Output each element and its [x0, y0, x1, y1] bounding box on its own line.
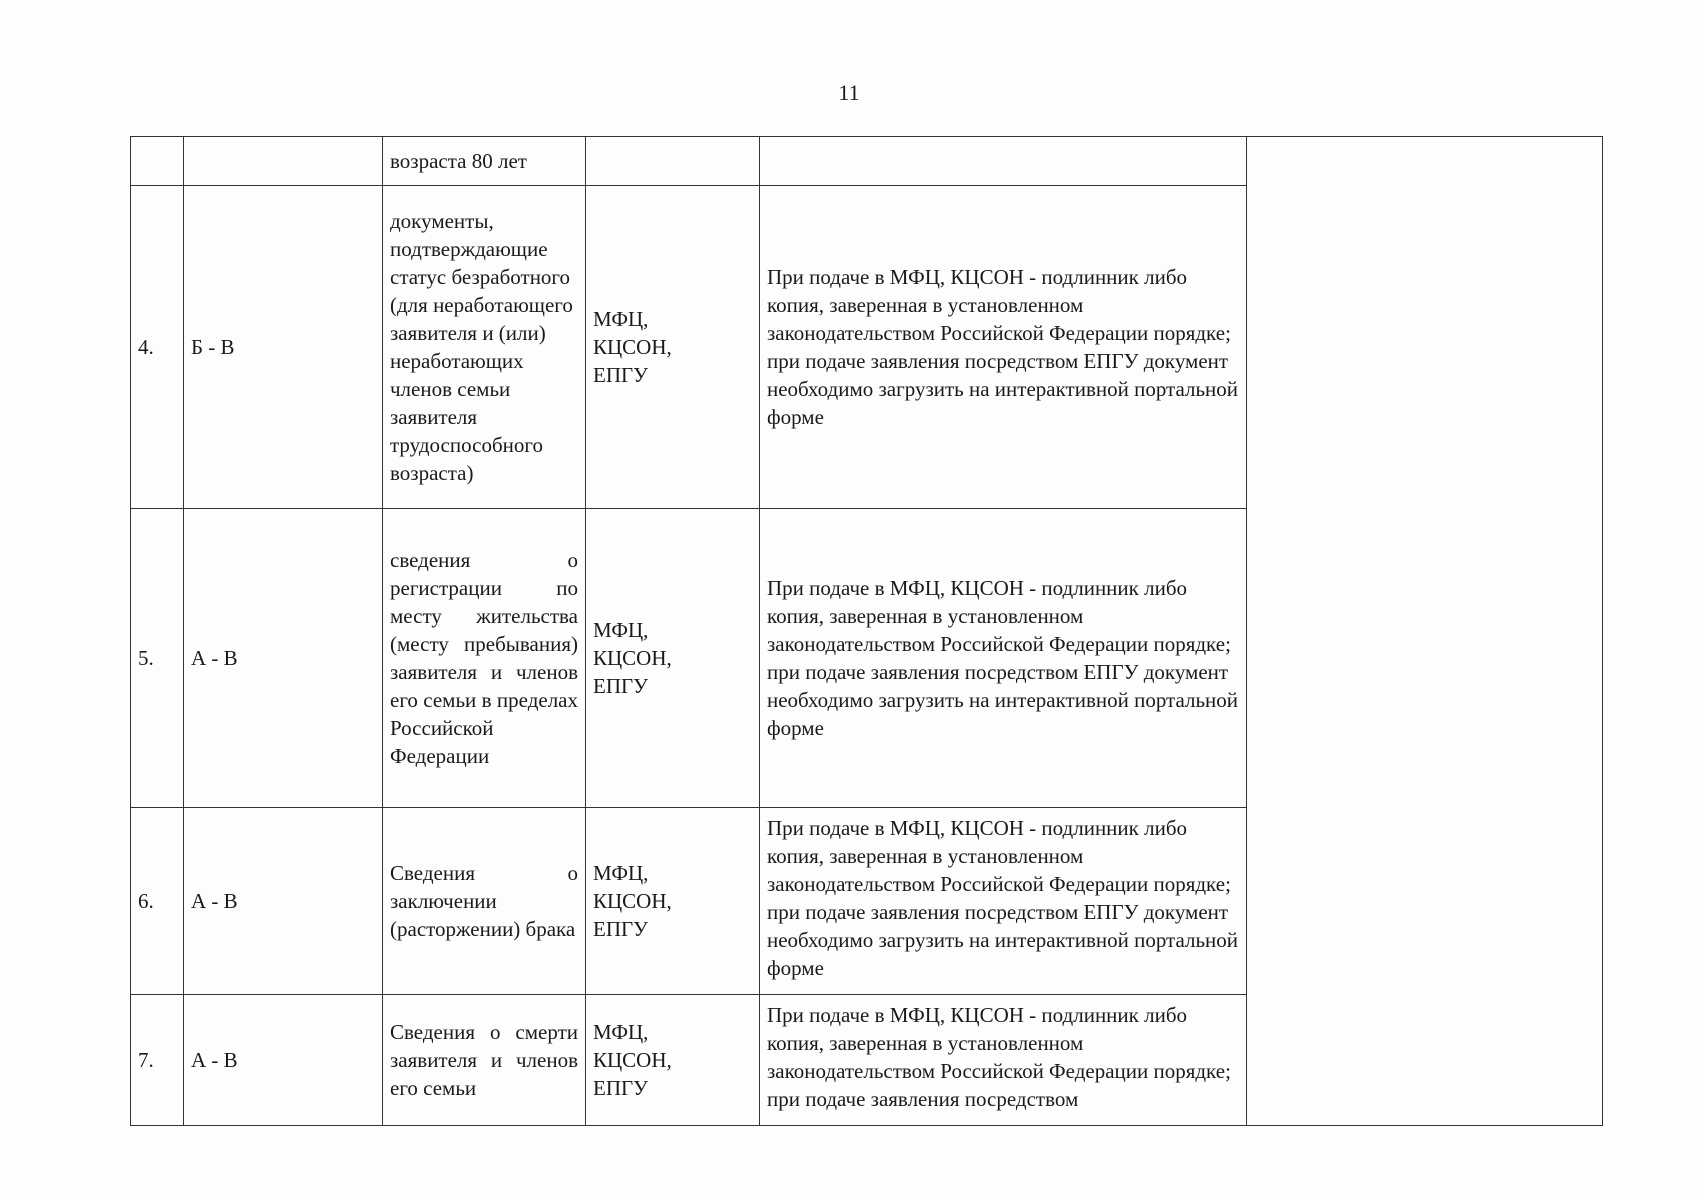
note-cell: При подаче в МФЦ, КЦСОН - подлинник либо копия, заверенная в установленном законодательством Российской Федерации порядке; при подаче заявления посредством ЕПГУ документ необходимо загрузить на интерактивной портальной форме — [760, 808, 1247, 995]
row-number-cell: 7. — [131, 995, 184, 1126]
category-cell: А - В — [184, 509, 383, 808]
page-number: 11 — [838, 80, 860, 105]
document-cell: документы, подтверждающие статус безработного (для неработающего заявителя и (или) неработающих членов семьи заявителя трудоспособного возраста) — [383, 186, 586, 509]
category-cell: Б - В — [184, 186, 383, 509]
document-cell: возраста 80 лет — [383, 137, 586, 186]
note-cell: При подаче в МФЦ, КЦСОН - подлинник либо копия, заверенная в установленном законодательством Российской Федерации порядке; при подаче заявления посредством ЕПГУ документ необходимо загрузить на интерактивной портальной форме — [760, 509, 1247, 808]
row-number-cell: 6. — [131, 808, 184, 995]
row-number-cell — [131, 137, 184, 186]
place-cell — [586, 137, 760, 186]
row-number-cell: 4. — [131, 186, 184, 509]
place-cell: МФЦ, КЦСОН, ЕПГУ — [586, 509, 760, 808]
note-cell — [760, 137, 1247, 186]
note-cell: При подаче в МФЦ, КЦСОН - подлинник либо копия, заверенная в установленном законодательством Российской Федерации порядке; при подаче заявления посредством ЕПГУ документ необходимо загрузить на интерактивной портальной форме — [760, 186, 1247, 509]
row-number-cell: 5. — [131, 509, 184, 808]
category-cell: А - В — [184, 995, 383, 1126]
note-cell: При подаче в МФЦ, КЦСОН - подлинник либо копия, заверенная в установленном законодательством Российской Федерации порядке; при подаче заявления посредством — [760, 995, 1247, 1126]
document-cell: Сведения о заключении (расторжении) брака — [383, 808, 586, 995]
document-cell: Сведения о смерти заявителя и членов его семьи — [383, 995, 586, 1126]
category-cell — [184, 137, 383, 186]
place-cell: МФЦ, КЦСОН, ЕПГУ — [586, 995, 760, 1126]
empty-column-cell — [1247, 137, 1603, 1126]
place-cell: МФЦ, КЦСОН, ЕПГУ — [586, 186, 760, 509]
table-row — [131, 137, 1603, 186]
document-cell: сведения о регистрации по месту жительства (месту пребывания) заявителя и членов его семьи в пределах Российской Федерации — [383, 509, 586, 808]
place-cell: МФЦ, КЦСОН, ЕПГУ — [586, 808, 760, 995]
documents-table — [130, 136, 1603, 1126]
category-cell: А - В — [184, 808, 383, 995]
